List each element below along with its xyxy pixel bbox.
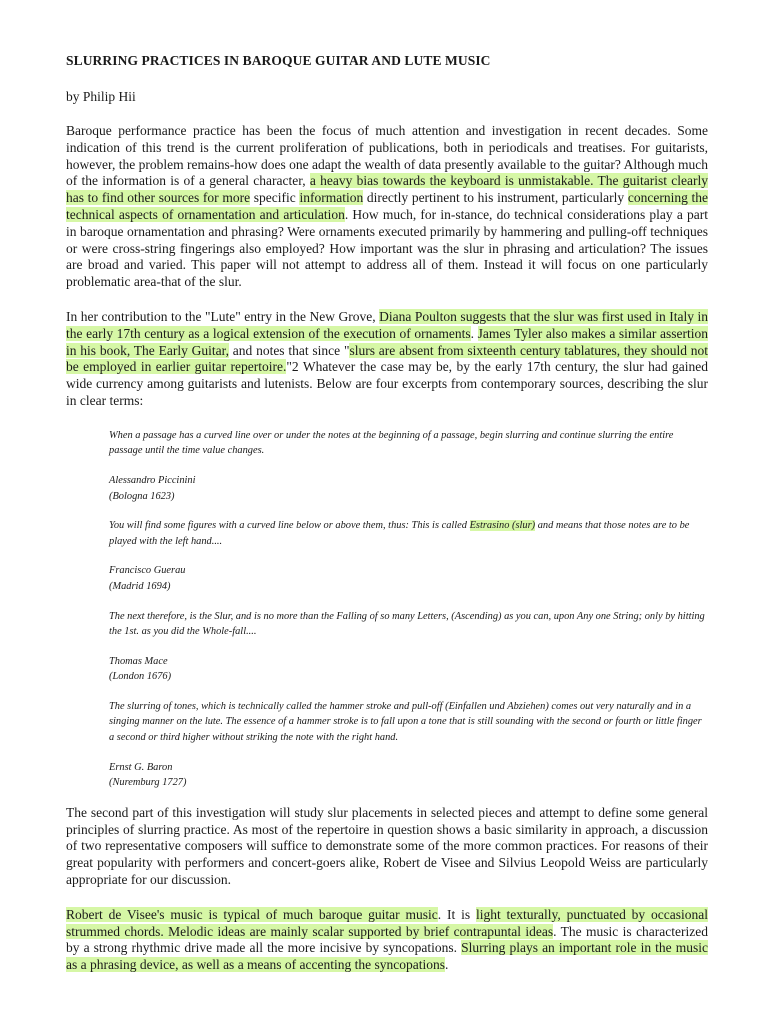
text-run: . How much, for in-stance, do technical considerations play a part in baroque ornamentation and phrasing? Were ornaments executed primarily by hammering and pulling-off techniques or were cross-string fingerings also employed? How important was the slur in phrasing and articulation? The issues are broad and varied. This paper will not attempt to address all of them. Instead it will focus on one particularly problematic area-that of the slur. bbox=[66, 206, 708, 290]
text-run: The slurring of tones, which is technically called the hammer stroke and pull-off (Einfallen und Abziehen) comes out very naturally and in a singing manner on the lute. The essence of a hammer stroke is to fall upon a tone that is still sounding with the second or fourth or little finger a second or third higher without striking the note with the right hand. bbox=[109, 700, 702, 744]
text-run: You will find some figures with a curved line below or above them, thus: This is called bbox=[109, 520, 470, 532]
highlighted-text: James Tyler also makes a similar assertion in his book, The Early Guitar, bbox=[66, 325, 709, 358]
text-run: Baroque performance practice has been the focus of much attention and investigation in recent decades. Some indication of this trend is the current proliferation of publications, both in periodicals and treatises. For guitarists, however, the problem remains-how does one adapt the wealth of data presently available to the guitar? Although much of the information is of a general character, bbox=[66, 123, 708, 189]
text-run: The second part of this investigation will study slur placements in selected pieces and attempt to define some general principles of slurring practice. As most of the repertoire in question shows a basic similarity in approach, a discussion of two representative composers will suffice to demonstrate some of the more common practices. For reasons of their great popularity with performers and concert-goers alike, Robert de Visee and Silvius Leopold Weiss are particularly appropriate for our discussion. bbox=[66, 804, 708, 888]
highlighted-text: Estrasino (slur) bbox=[469, 520, 536, 532]
quote-place-date: (Madrid 1694) bbox=[109, 580, 171, 592]
highlighted-text: Robert de Visee's music is typical of much baroque guitar music bbox=[66, 906, 438, 922]
quote-author: Ernst G. Baron bbox=[109, 761, 173, 773]
quote-text bbox=[109, 699, 709, 746]
quote-text bbox=[109, 428, 709, 459]
quote-text bbox=[109, 518, 709, 549]
text-run: "2 Whatever the case may be, by the early 17th century, the slur had gained wide currency among guitarists and lutenists. Below are four excerpts from contemporary sources, describing the slur in clear terms: bbox=[66, 359, 709, 408]
text-run: . bbox=[470, 325, 478, 341]
quote-source bbox=[109, 563, 709, 594]
quote-author: Francisco Guerau bbox=[109, 565, 186, 577]
quote-author: Alessandro Piccinini bbox=[109, 474, 196, 486]
text-run: . It is bbox=[437, 906, 476, 922]
quote-source bbox=[109, 760, 709, 791]
highlighted-text: concerning the technical aspects of ornamentation and articulation bbox=[66, 190, 708, 222]
text-run: and notes that since " bbox=[228, 342, 350, 358]
closing-paragraph-1 bbox=[66, 805, 708, 889]
quote-source bbox=[109, 654, 709, 685]
quote-place-date: (Bologna 1623) bbox=[109, 490, 175, 502]
text-run: When a passage has a curved line over or under the notes at the beginning of a passage, begin slurring and continue slurring the entire passage until the time value changes. bbox=[109, 429, 674, 457]
text-run: specific bbox=[250, 190, 300, 206]
closing-paragraph-2 bbox=[66, 907, 708, 974]
text-run: and means that those notes are to be played with the left hand.... bbox=[109, 520, 690, 547]
document-title: SLURRING PRACTICES IN BAROQUE GUITAR AND LUTE MUSIC bbox=[66, 53, 491, 68]
text-run: . The music is characterized by a strong rhythmic drive made all the more incisive by syncopations. bbox=[66, 923, 708, 956]
intro-paragraph-1 bbox=[66, 123, 708, 291]
quote-place-date: (Nuremburg 1727) bbox=[109, 777, 187, 789]
highlighted-text: a heavy bias towards the keyboard is unmistakable. The guitarist clearly has to find other sources for more bbox=[66, 173, 708, 206]
intro-paragraph-2 bbox=[66, 309, 708, 410]
quote-source bbox=[109, 473, 709, 504]
highlighted-text: slurs are absent from sixteenth century tablatures, they should not be employed in earlier guitar repertoire. bbox=[66, 342, 709, 375]
quote-author: Thomas Mace bbox=[109, 655, 168, 667]
text-run: directly pertinent to his instrument, particularly bbox=[363, 190, 628, 206]
text-run: The next therefore, is the Slur, and is no more than the Falling of so many Letters, (Ascending) as you can, upon Any one String; only by hitting the 1st. as you did the Whole-fall.... bbox=[109, 610, 705, 638]
highlighted-text: Slurring plays an important role in the music as a phrasing device, as well as a means of accenting the syncopations bbox=[66, 940, 708, 973]
highlighted-text: Diana Poulton suggests that the slur was first used in Italy in the early 17th century as a logical extension of the execution of ornaments bbox=[66, 308, 708, 341]
author-byline: by Philip Hii bbox=[66, 89, 136, 104]
quote-text bbox=[109, 609, 709, 640]
text-run: In her contribution to the "Lute" entry in the New Grove, bbox=[66, 308, 380, 324]
text-run: . bbox=[445, 957, 449, 973]
quotations-block bbox=[109, 428, 709, 791]
quote-place-date: (London 1676) bbox=[109, 671, 172, 683]
highlighted-text: light texturally, punctuated by occasional strummed chords. Melodic ideas are mainly scalar supported by brief contrapuntal ideas bbox=[66, 906, 709, 939]
highlighted-text: information bbox=[299, 190, 364, 206]
